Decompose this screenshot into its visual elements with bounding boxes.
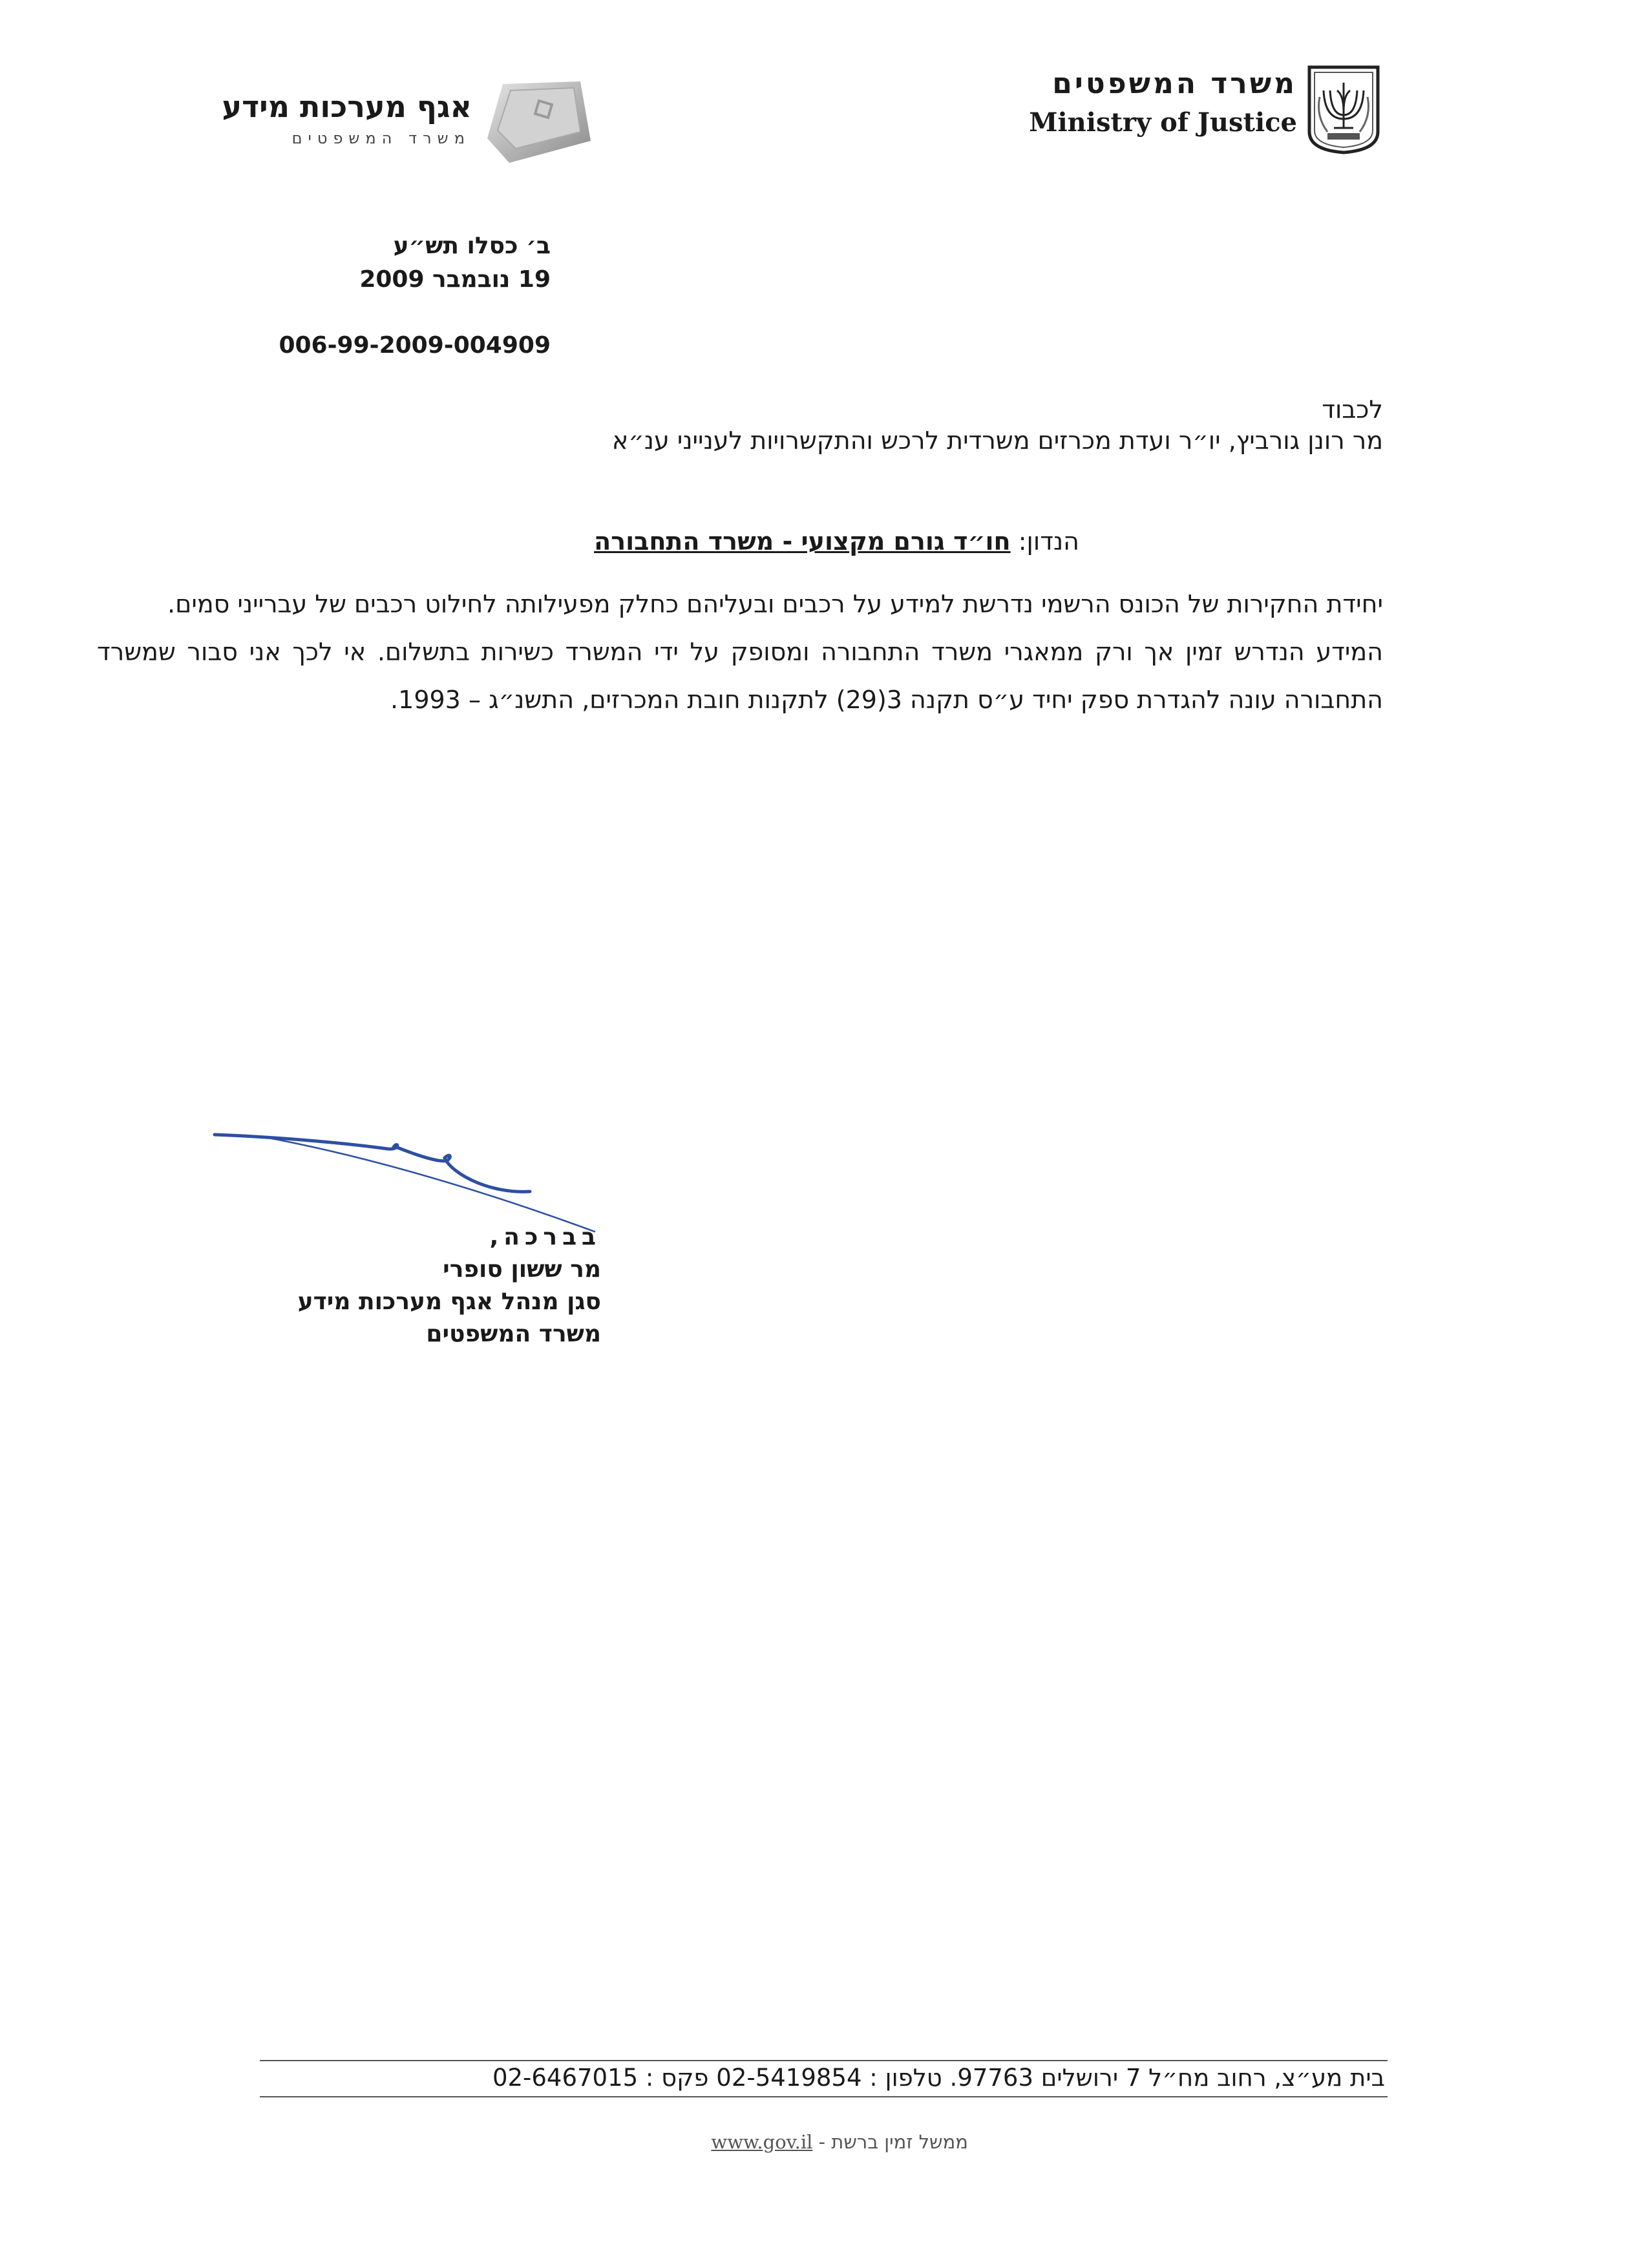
division-title: אגף מערכות מידע [222,89,472,124]
division-subtitle: משרד המשפטים [291,129,470,147]
state-emblem-menorah-icon [1305,65,1382,155]
hebrew-date: ב׳ כסלו תש״ע [393,233,551,259]
reference-number: 006-99-2009-004909 [279,332,551,359]
closing-regards: בברכה, [489,1224,601,1250]
ministry-name-hebrew: משרד המשפטים [1052,67,1297,100]
body-paragraph: המידע הנדרש זמין אך ורק ממאגרי משרד התחבורה ומסופק על ידי המשרד כשירות בתשלום. אי לכך אני סבור שמשרד התחבורה עונה להגדרת ספק יחיד ע״ס תקנה 3(29) לתקנות חובת המכרזים, התשנ״ג – 1993. [97,638,1383,714]
letter-body [97,580,1383,724]
footer-divider-bottom [260,2096,1388,2097]
gov-website-link[interactable]: www.gov.il [711,2131,813,2153]
subject-label: הנדון: [1018,527,1079,556]
body-paragraph: יחידת החקירות של הכונס הרשמי נדרשת למידע על רכבים ובעליהם כחלק מפעילותה לחילוט רכבים של עברייני סמים. [167,590,1383,618]
gregorian-date: 19 נובמבר 2009 [359,266,551,293]
signer-name: מר ששון סופרי [443,1256,601,1283]
footer-site-prefix: ממשל זמין ברשת - [818,2131,968,2153]
ministry-name-english: Ministry of Justice [1029,107,1297,138]
recipient-name: מר רונן גורביץ, יו״ר ועדת מכרזים משרדית לרכש והתקשרויות לענייני ענ״א [611,426,1383,455]
subject-text: חו״ד גורם מקצועי - משרד התחבורה [594,527,1011,556]
footer-address: בית מע״צ, רחוב מח״ל 7 ירושלים 97763. טלפון : 02-5419854 פקס : 02-6467015 [492,2064,1385,2092]
signer-office: משרד המשפטים [426,1321,601,1347]
footer-divider-top [260,2060,1388,2061]
signer-title: סגן מנהל אגף מערכות מידע [297,1288,601,1315]
subject-line [594,527,1079,556]
recipient-salutation: לכבוד [1322,395,1383,424]
keyboard-key-icon [483,76,593,167]
signature-block [298,1221,601,1350]
footer-site [711,2131,968,2153]
